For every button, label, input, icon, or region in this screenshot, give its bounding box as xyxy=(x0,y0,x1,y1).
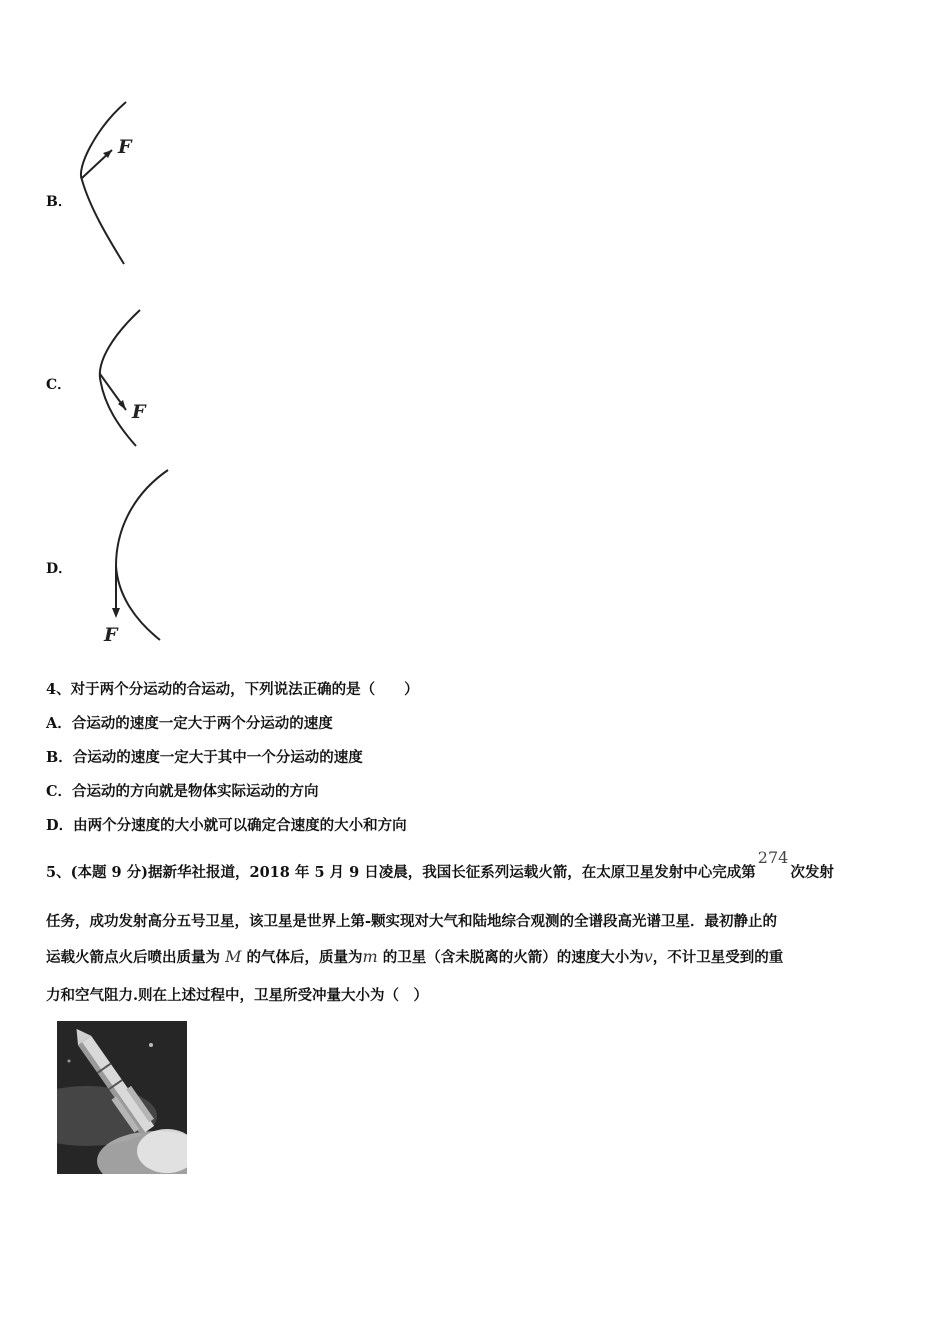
q5-line-4: 力和空气阻力.则在上述过程中，卫星所受冲量大小为（ ） xyxy=(46,987,429,1004)
option-c-label: C． xyxy=(46,377,72,393)
option-b-label: B． xyxy=(46,194,72,210)
force-label-d: F xyxy=(104,624,118,646)
figure-d xyxy=(96,466,176,646)
q5-line-2: 任务，成功发射高分五号卫星，该卫星是世界上第-颗实现对大气和陆地综合观测的全谱段高光谱卫星．最初静止的 xyxy=(46,913,778,930)
var-v: v xyxy=(643,947,653,966)
q5-line-3c: 的卫星（含未脱离的火箭）的速度大小为 xyxy=(382,949,644,966)
force-label-b: F xyxy=(118,136,132,158)
option-d-label: D． xyxy=(46,561,73,577)
q5-line-3b: 的气体后，质量为 xyxy=(246,949,363,966)
q5-line-3a: 运载火箭点火后喷出质量为 xyxy=(46,949,220,966)
q5-line-1a: 5、(本题 9 分)据新华社报道，2018 年 5 月 9 日凌晨，我国长征系列运载火箭，在太原卫星发射中心完成第 xyxy=(46,864,756,881)
q4-option-c: C．合运动的方向就是物体实际运动的方向 xyxy=(46,783,319,800)
q5-line-1b: 次发射 xyxy=(790,864,834,881)
q5-line-3 xyxy=(46,946,783,967)
q4-option-b: B．合运动的速度一定大于其中一个分运动的速度 xyxy=(46,749,363,766)
figure-c xyxy=(92,306,162,451)
q4-option-a: A．合运动的速度一定大于两个分运动的速度 xyxy=(46,715,333,732)
var-m: m xyxy=(362,947,378,966)
figure-b xyxy=(68,98,148,268)
q5-line-3d: ，不计卫星受到的重 xyxy=(652,949,784,966)
q5-line-1 xyxy=(46,848,834,882)
var-M: M xyxy=(225,947,242,966)
force-label-c: F xyxy=(132,401,146,423)
q4-option-d: D．由两个分速度的大小就可以确定合速度的大小和方向 xyxy=(46,817,407,834)
q4-stem: 4、对于两个分运动的合运动，下列说法正确的是（ ） xyxy=(46,681,419,698)
rocket-launch-photo xyxy=(57,1021,187,1174)
q5-launch-count: 274 xyxy=(757,848,789,867)
